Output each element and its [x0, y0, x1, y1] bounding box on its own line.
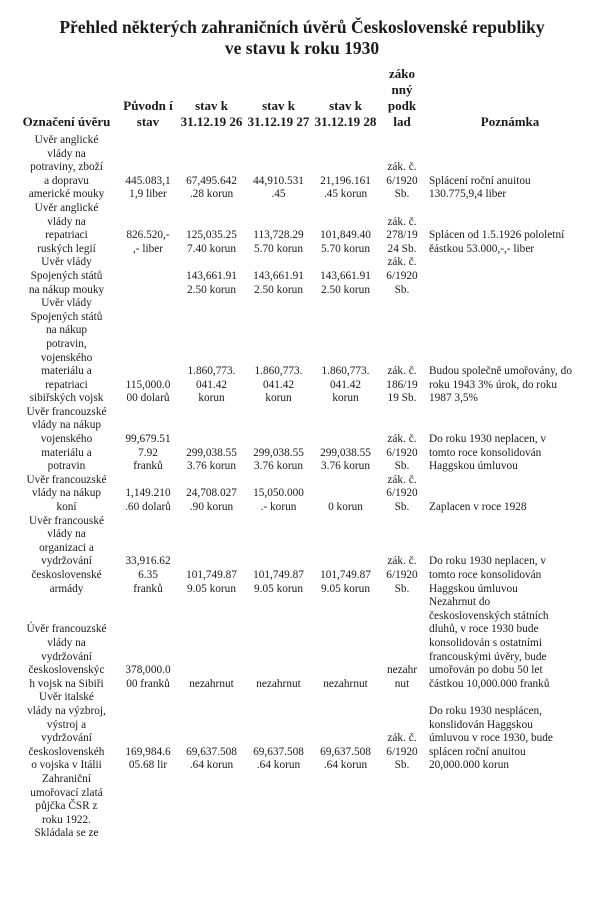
cell-stav-1927: 101,749.87 9.05 korun — [253, 569, 304, 595]
cell-puvodni-stav — [118, 256, 178, 297]
cell-zakonny-podklad — [379, 773, 425, 841]
table-row — [15, 474, 595, 515]
cell-poznamka — [425, 256, 595, 297]
cell-stav-1928: 101,849.40 5.70 korun — [320, 229, 371, 255]
cell-stav-1927: 143,661.91 2.50 korun — [253, 269, 304, 296]
table-row — [15, 134, 595, 202]
loans-table — [15, 66, 595, 841]
cell-oznaceni: Úvěr francouzské vlády na nákup vojenského materiálu a potravin — [26, 405, 107, 473]
cell-zakonny-podklad: zák. č. 186/19 19 Sb. — [386, 365, 418, 405]
cell-zakonny-podklad: zák. č. 6/1920 Sb. — [386, 473, 418, 514]
header-puvodni-stav: Původn í stav — [123, 98, 173, 129]
table-row — [15, 773, 595, 841]
cell-puvodni-stav: 33,916.62 6.35 franků — [125, 555, 171, 595]
cell-zakonny-podklad: zák. č. 6/1920 Sb. — [386, 256, 418, 296]
table-row — [15, 596, 595, 691]
cell-zakonny-podklad: zák. č. 6/1920 Sb. — [386, 732, 418, 772]
cell-oznaceni: Zahraniční umořovací zlatá půjčka ČSR z roku 1922. Skládala se ze — [30, 772, 103, 840]
cell-oznaceni: Úvěr vlády Spojených států na nákup potravin, vojenského materiálu a repatriaci sibiřských vojsk — [29, 297, 104, 405]
table-row — [15, 297, 595, 406]
cell-puvodni-stav: 99,679.51 7.92 franků — [125, 433, 171, 473]
cell-stav-1928: 143,661.91 2.50 korun — [320, 269, 371, 296]
cell-stav-1926: 125,035.25 7.40 korun — [186, 229, 237, 255]
cell-stav-1928: 299,038.55 3.76 korun — [320, 446, 371, 473]
cell-poznamka: Budou společně umořovány, do roku 1943 3% úrok, do roku 1987 3,5% — [429, 365, 572, 405]
cell-stav-1928: 101,749.87 9.05 korun — [320, 569, 371, 595]
header-zakonny-podklad: záko nný podk lad — [387, 66, 417, 129]
cell-stav-1927: 299,038.55 3.76 korun — [253, 446, 304, 473]
cell-stav-1927: 113,728.29 5.70 korun — [253, 229, 304, 255]
cell-stav-1928: nezahrnut — [323, 677, 368, 690]
table-row — [15, 691, 595, 773]
table-row — [15, 202, 595, 256]
cell-poznamka: Do roku 1930 nesplácen, konslidován Haggskou úmluvou v roce 1930, bude splácen roční anuitou 20,000.000 korun — [429, 704, 553, 772]
cell-puvodni-stav: 115,000.0 00 dolarů — [125, 378, 171, 405]
cell-oznaceni: Úvěr vlády Spojených států na nákup mouky — [28, 256, 105, 296]
cell-stav-1928: 21,196.161 .45 korun — [320, 174, 371, 201]
cell-poznamka: Splácen od 1.5.1926 pololetní ěástkou 53.000,-,- liber — [429, 229, 565, 255]
cell-zakonny-podklad: zák. č. 6/1920 Sb. — [386, 555, 418, 595]
cell-stav-1928: 69,637.508 .64 korun — [320, 745, 371, 772]
cell-puvodni-stav — [118, 773, 178, 841]
cell-zakonny-podklad: nezahr nut — [386, 664, 418, 690]
cell-stav-1928: 1.860,773. 041.42 korun — [321, 365, 370, 405]
cell-stav-1928 — [312, 773, 379, 841]
cell-oznaceni: Úvěr anglické vlády na potraviny, zboží a dopravu americké mouky — [28, 134, 105, 201]
header-stav-1928: stav k 31.12.19 28 — [314, 98, 377, 129]
cell-stav-1927: 1.860,773. 041.42 korun — [254, 365, 303, 405]
cell-stav-1927: 44,910.531 .45 — [253, 174, 304, 201]
cell-stav-1928: 0 korun — [328, 501, 363, 514]
cell-stav-1926 — [178, 773, 245, 841]
cell-poznamka: Splácení roční anuitou 130.775,9,4 liber — [429, 174, 531, 201]
cell-stav-1927: 15,050.000 .- korun — [253, 487, 304, 514]
header-stav-1926: stav k 31.12.19 26 — [180, 98, 243, 129]
cell-oznaceni: Úvěr italské vlády na výzbroj, výstroj a vydržování československéh o vojska v Itálii — [27, 691, 106, 772]
cell-stav-1926: 299,038.55 3.76 korun — [186, 446, 237, 473]
cell-puvodni-stav: 826.520,- ,- liber — [126, 229, 170, 255]
table-row — [15, 256, 595, 297]
cell-stav-1927 — [245, 773, 312, 841]
cell-poznamka: Do roku 1930 neplacen, v tomto roce konsolidován Haggskou úmluvou — [429, 433, 547, 473]
cell-stav-1926: 67,495.642 .28 korun — [186, 174, 237, 201]
cell-stav-1926: 143,661.91 2.50 korun — [186, 269, 237, 296]
cell-poznamka: Zaplacen v roce 1928 — [429, 501, 527, 514]
cell-stav-1926: 69,637.508 .64 korun — [186, 745, 237, 772]
table-header-row — [15, 66, 595, 134]
cell-poznamka: Nezahrnut do československých státních dluhů, v roce 1930 bude konsolidován s ostatními francouskými úvěry, bude umořován po dobu 50 let částkou 10,000.000 franků — [429, 596, 550, 690]
document-title — [0, 17, 604, 59]
table-row — [15, 515, 595, 597]
cell-oznaceni: Úvěr anglické vlády na repatriaci ruských legií — [34, 201, 99, 255]
cell-zakonny-podklad: zák. č. 6/1920 Sb. — [386, 161, 418, 201]
cell-stav-1926: 24,708.027 .90 korun — [186, 487, 237, 514]
cell-poznamka — [425, 773, 595, 841]
cell-oznaceni: Úvěr francouzské vlády na nákup koní — [26, 473, 107, 514]
title-line-2: ve stavu k roku 1930 — [224, 38, 380, 58]
title-line-1: Přehled některých zahraničních úvěrů Československé republiky — [59, 17, 545, 37]
cell-oznaceni: Úvěr francouzské vlády na vydržování československýc h vojsk na Sibiři — [26, 623, 107, 690]
cell-zakonny-podklad: zák. č. 6/1920 Sb. — [386, 433, 418, 473]
cell-puvodni-stav: 169,984.6 05.68 lir — [125, 745, 171, 772]
cell-stav-1927: nezahrnut — [256, 677, 301, 690]
cell-puvodni-stav: 378,000.0 00 franků — [125, 664, 171, 690]
cell-poznamka: Do roku 1930 neplacen, v tomto roce konsolidován Haggskou úmluvou — [429, 555, 547, 595]
table-row — [15, 406, 595, 474]
cell-zakonny-podklad: zák. č. 278/19 24 Sb. — [386, 215, 418, 255]
cell-stav-1927: 69,637.508 .64 korun — [253, 745, 304, 772]
header-stav-1927: stav k 31.12.19 27 — [247, 98, 310, 129]
header-oznaceni: Označení úvěru — [22, 114, 111, 129]
cell-stav-1926: 1.860,773. 041.42 korun — [187, 365, 236, 405]
header-poznamka: Poznámka — [480, 114, 540, 129]
cell-oznaceni: Úvěr francouské vlády na organizaci a vydržování československé armády — [29, 514, 104, 595]
cell-stav-1926: 101,749.87 9.05 korun — [186, 569, 237, 595]
cell-puvodni-stav: 445.083,1 1,9 liber — [125, 174, 171, 201]
cell-puvodni-stav: 1,149.210 .60 dolarů — [125, 487, 171, 514]
cell-stav-1926: nezahrnut — [189, 677, 234, 690]
